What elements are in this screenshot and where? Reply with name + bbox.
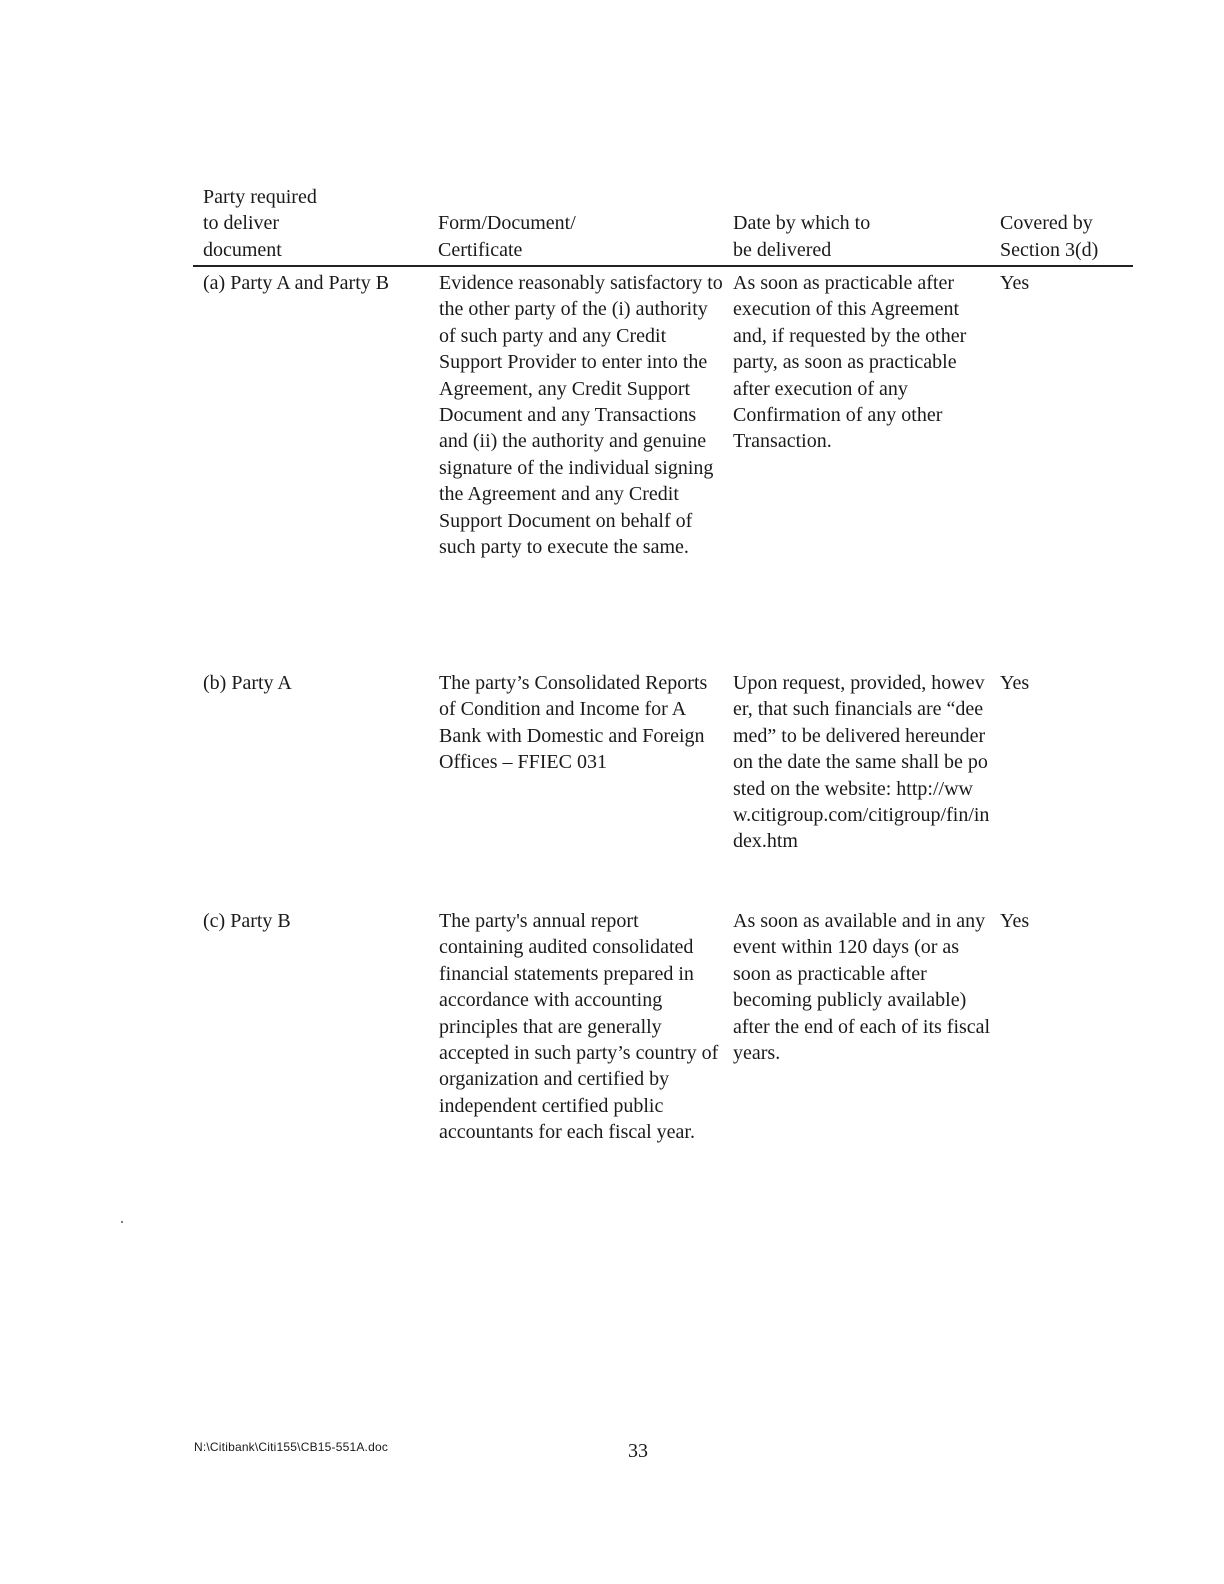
row-form: Evidence reasonably satisfactory to the other party of the (i) authority of such party and any Credit Support Provider to enter into the Agreement, any Credit Support Document and any Transactions and (ii) the authority and genuine signature of the individual signing the Agreement and any Credit Support Document on behalf of such party to execute the same. xyxy=(439,272,723,559)
delivery-documents-table xyxy=(193,187,1133,1228)
row-party: (b) Party A xyxy=(203,672,292,694)
footer-file-path: N:\Citibank\Citi155\CB15-551A.doc xyxy=(194,1440,389,1454)
row-covered: Yes xyxy=(1000,672,1030,694)
table-row xyxy=(193,270,1133,670)
row-form: The party's annual report containing audited consolidated financial statements prepared in accordance with accounting principles that are generally accepted in such party’s country of organization and certified by independent certified public accountants for each fiscal year. xyxy=(439,910,719,1144)
row-covered: Yes xyxy=(1000,272,1030,294)
row-party: (c) Party B xyxy=(203,910,291,932)
row-date: Upon request, provided, however, that such financials are “deemed” to be delivered hereunder on the date the same shall be posted on the website: http://www.citigroup.com/citigroup/fin/index.htm xyxy=(733,672,990,853)
table-header-row xyxy=(193,187,1133,267)
header-form: Form/Document/ Certificate xyxy=(438,212,576,261)
row-date: As soon as practicable after execution of this Agreement and, if requested by the other party, as soon as practicable after execution of any Confirmation of any other Transaction. xyxy=(733,272,967,453)
row-date: As soon as available and in any event within 120 days (or as soon as practicable after becoming publicly available) after the end of each of its fiscal years. xyxy=(733,910,991,1065)
header-covered: Covered by Section 3(d) xyxy=(1000,212,1099,261)
row-form: The party’s Consolidated Reports of Condition and Income for A Bank with Domestic and Foreign Offices – FFIEC 031 xyxy=(439,672,708,774)
scan-speck xyxy=(121,1221,123,1223)
row-covered: Yes xyxy=(1000,910,1030,932)
header-party: Party required to deliver document xyxy=(203,185,317,261)
row-party: (a) Party A and Party B xyxy=(203,272,390,294)
header-date: Date by which to be delivered xyxy=(733,212,871,261)
table-row xyxy=(193,670,1133,908)
table-row xyxy=(193,908,1133,1228)
page-number: 33 xyxy=(628,1440,648,1462)
